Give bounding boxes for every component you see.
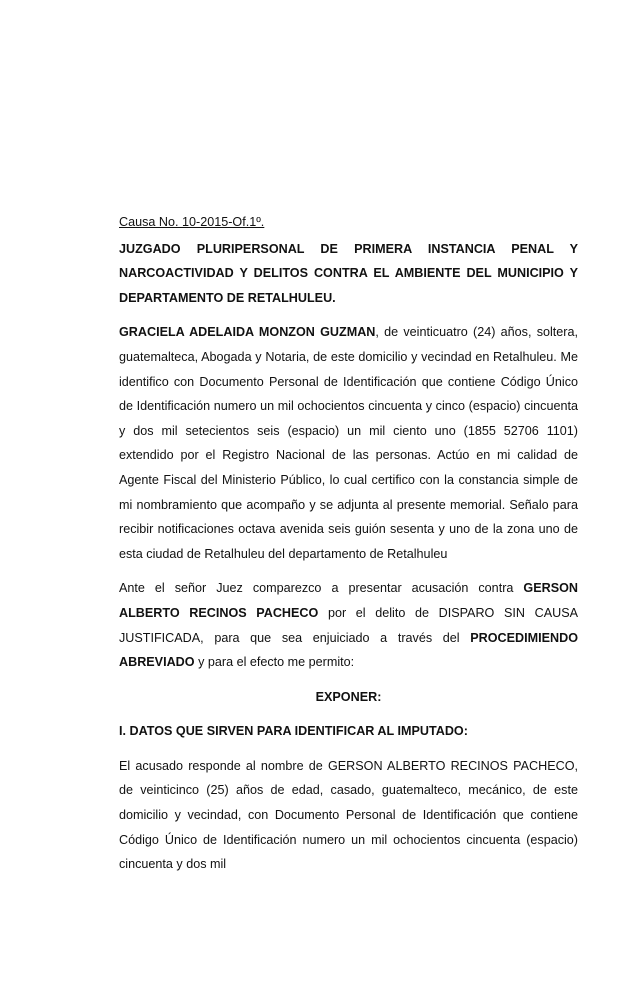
intro-paragraph-text: , de veinticuatro (24) años, soltera, guatemalteca, Abogada y Notaria, de este domicilio y vecindad en Retalhuleu. Me identifico con Documento Personal de Identificación que contiene Código Único de Identificación numero un mil ochocientos cincuenta y cinco (espacio) cincuenta y dos mil setecientos seis (espacio) un mil ciento uno (1855 52706 1101) extendido por el Registro Nacional de las personas. Actúo en mi calidad de Agente Fiscal del Ministerio Público, lo cual certifico con la constancia simple de mi nombramiento que acompaño y se adjunta al presente memorial. Señalo para recibir notificaciones octava avenida seis guión sesenta y uno de la zona uno de esta ciudad de Retalhuleu del departamento de Retalhuleu (119, 325, 579, 561)
case-number: Causa No. 10-2015-Of.1º. (119, 215, 265, 229)
section-one-paragraph: El acusado responde al nombre de GERSON ALBERTO RECINOS PACHECO, de veinticinco (25) años de edad, casado, guatemalteco, mecánico, de este domicilio y vecindad, con Documento Personal de Identificación que contiene Código Único de Identificación numero un mil ochocientos cincuenta (espacio) cincuenta y dos mil (119, 758, 578, 872)
accusation-text-2: por el delito de DISPARO SIN CAUSA JUSTIFICADA, para que sea enjuiciado a través del (119, 605, 578, 645)
procedure-name: PROCEDIMIENDO ABREVIADO (119, 630, 578, 670)
court-heading (119, 237, 578, 311)
court-heading-line-3: DEPARTAMENTO DE RETALHULEU. (119, 290, 336, 305)
court-heading-line-2: NARCOACTIVIDAD Y DELITOS CONTRA EL AMBIENTE DEL MUNICIPIO Y (119, 266, 578, 281)
expose-heading: EXPONER: (315, 689, 382, 704)
accusation-paragraph (119, 576, 578, 674)
accusation-text-3: y para el efecto me permito: (194, 655, 355, 670)
section-one-heading: I. DATOS QUE SIRVEN PARA IDENTIFICAR AL IMPUTADO: (119, 724, 468, 739)
accusation-text-1: Ante el señor Juez comparezco a presentar acusación contra (119, 581, 524, 596)
accused-name: GERSON ALBERTO RECINOS PACHECO (119, 581, 578, 620)
court-heading-line-1: JUZGADO PLURIPERSONAL DE PRIMERA INSTANCIA PENAL Y (119, 241, 578, 256)
intro-paragraph (119, 320, 578, 566)
document-body (119, 210, 578, 887)
prosecutor-name: GRACIELA ADELAIDA MONZON GUZMAN (119, 325, 376, 340)
